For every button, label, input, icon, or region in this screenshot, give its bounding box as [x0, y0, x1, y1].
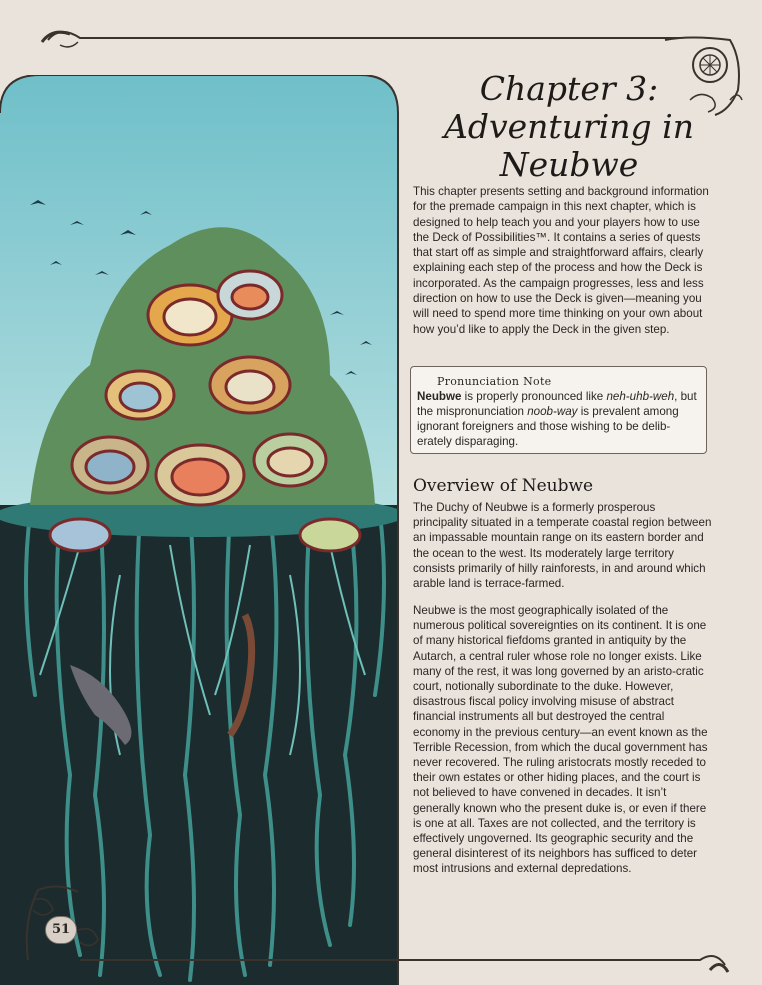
- note-text-c: is prevalent among ignorant foreigners and those wishing to be delib-erately disparaging.: [417, 405, 679, 448]
- floating-island-illustration: [0, 75, 400, 985]
- pronunciation-correct: neh-uhb-weh: [606, 390, 675, 403]
- chapter-title-line: Adventuring in: [444, 107, 694, 146]
- pronunciation-note-box: [410, 366, 707, 454]
- chapter-title-line: Neubwe: [499, 145, 639, 184]
- note-word: Neubwe: [417, 390, 462, 403]
- note-title: Pronunciation Note: [437, 375, 552, 388]
- note-text-b: , but the mispronunciation: [417, 390, 697, 418]
- top-border-ornament: [40, 20, 740, 60]
- note-text: [417, 389, 700, 449]
- chapter-title-line: Chapter 3:: [479, 69, 659, 108]
- section-heading: Overview of Neubwe: [413, 476, 594, 496]
- intro-paragraph: This chapter presents setting and background information for the premade campaign in this next chapter, which is designed to help teach you and your players how to use the Deck of Possibilities™. It contains a series of quests that start off as simple and straightforward affairs, clearly explaining each step of the process and how the Deck is incorporated. As the campaign progresses, less and less direction on how to use the Deck is given—meaning you will need to spend more time thinking on your own about how you’d like to apply the Deck in the given step.: [413, 185, 709, 336]
- overview-paragraph-2: Neubwe is the most geographically isolated of the numerous political sovereignties on its continent. It is one of many historical fiefdoms granted in antiquity by the Autarch, a central ruler whose role no longer exists. Like many of the rest, it was long governed by an aristo-cratic court, notionally subordinate to the duke. However, disastrous fiscal policy involving misuse of abstract financial instruments all but destroyed the central economy in the previous century—an event known as the Terrible Recession, from which the ducal government has never recovered. The ruling aristocrats mostly receded to their own estates or other hiding places, and the court is not believed to have convened in decades. It isn’t generally known who the present duke is, or even if there is one at all. Taxes are not collected, and the territory is effectively ungoverned. Its geographic security and the general disinterest of its neighbors has sufficed to deter most intrusions and external depredations.: [413, 604, 708, 876]
- pronunciation-wrong: noob-way: [527, 405, 578, 418]
- bottom-border-ornament: [20, 940, 730, 980]
- note-text-a: is properly pronounced like: [461, 390, 607, 403]
- overview-paragraph-1: The Duchy of Neubwe is a formerly prosperous principality situated in a temperate coastal region between an impassable mountain range on its eastern border and the ocean to the west. Its moderately large territory consists primarily of hilly rainforests, in and around which arable land is terrace-farmed.: [413, 501, 712, 591]
- chapter-title: [414, 70, 724, 184]
- page-number: 51: [45, 916, 77, 944]
